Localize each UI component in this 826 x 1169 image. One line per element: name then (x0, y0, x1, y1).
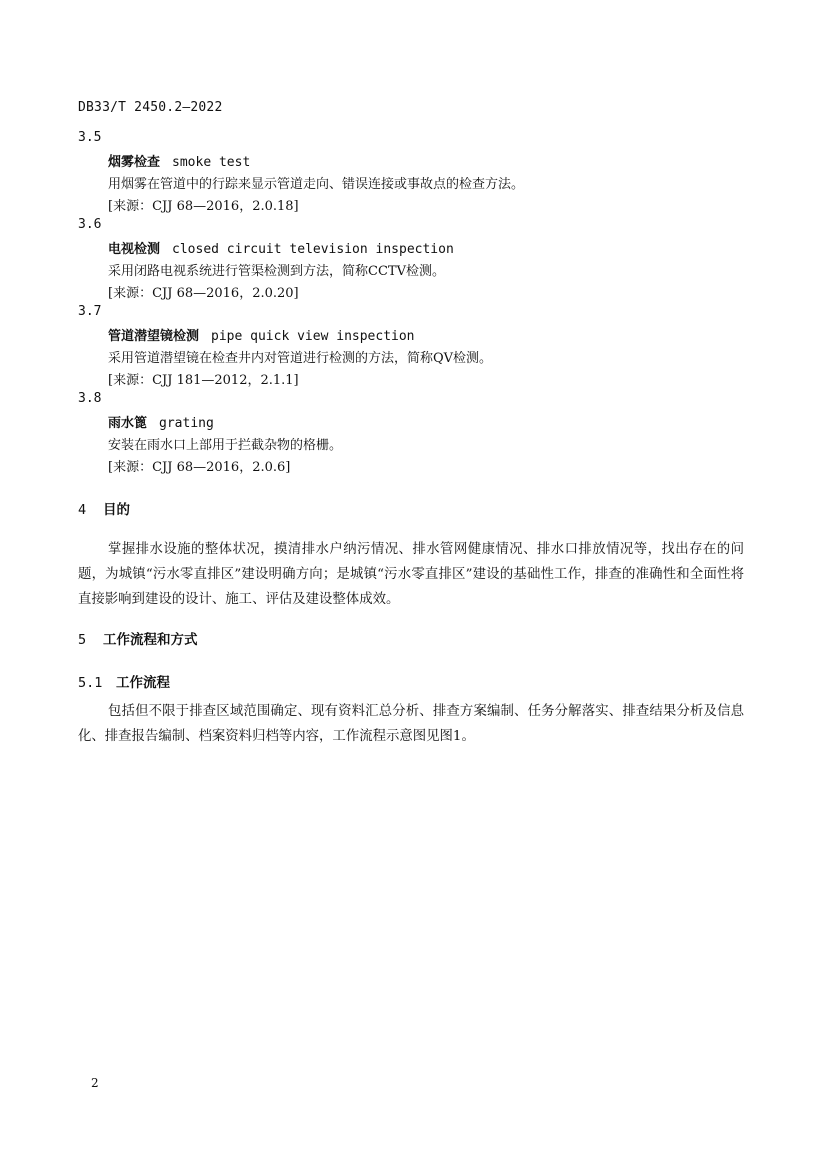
term-number: 3.8 (78, 391, 102, 406)
term-chinese-name: 雨水篦 (108, 416, 148, 431)
page-number: 2 (91, 1076, 99, 1090)
term-source: [来源：CJJ 181—2012，2.1.1] (108, 373, 299, 388)
section-heading (78, 628, 198, 648)
section-paragraph: 掌握排水设施的整体状况，摸清排水户纳污情况、排水管网健康情况、排水口排放情况等，找出存在的问题，为城镇“污水零直排区”建设明确方向；是城镇“污水零直排区”建设的基础性工作，排查的准确性和全面性将直接影响到建设的设计、施工、评估及建设整体成效。 (78, 542, 744, 607)
section-number: 5 (78, 632, 87, 648)
subsection-number: 5.1 (78, 675, 103, 691)
term-title (108, 238, 454, 257)
section-title: 工作流程和方式 (103, 632, 198, 648)
term-english-name: pipe quick view inspection (211, 329, 415, 344)
term-english-name: grating (159, 416, 214, 431)
term-title (108, 151, 250, 170)
term-title (108, 412, 214, 431)
term-chinese-name: 烟雾检查 (108, 155, 161, 170)
section-heading (78, 498, 130, 518)
term-number: 3.5 (78, 130, 102, 145)
document-id-header: DB33/T 2450.2—2022 (78, 100, 223, 115)
term-chinese-name: 管道潜望镜检测 (108, 329, 200, 344)
term-number: 3.6 (78, 217, 102, 232)
term-source: [来源：CJJ 68—2016，2.0.18] (108, 199, 299, 214)
section-title: 目的 (103, 502, 130, 518)
term-definition: 采用闭路电视系统进行管渠检测到方法，简称CCTV检测。 (108, 264, 445, 279)
term-source: [来源：CJJ 68—2016，2.0.6] (108, 460, 291, 475)
term-english-name: smoke test (172, 155, 251, 170)
term-title (108, 325, 415, 344)
term-number: 3.7 (78, 304, 102, 319)
term-definition: 用烟雾在管道中的行踪来显示管道走向、错误连接或事故点的检查方法。 (108, 177, 525, 192)
term-english-name: closed circuit television inspection (172, 242, 454, 257)
term-definition: 安装在雨水口上部用于拦截杂物的格栅。 (108, 438, 343, 453)
subsection-paragraph: 包括但不限于排查区域范围确定、现有资料汇总分析、排查方案编制、任务分解落实、排查结果分析及信息化、排查报告编制、档案资料归档等内容，工作流程示意图见图1。 (78, 704, 744, 744)
term-source: [来源：CJJ 68—2016，2.0.20] (108, 286, 299, 301)
term-chinese-name: 电视检测 (108, 242, 161, 257)
section-number: 4 (78, 502, 87, 518)
subsection-title: 工作流程 (116, 675, 170, 691)
term-definition: 采用管道潜望镜在检查井内对管道进行检测的方法，简称QV检测。 (108, 351, 493, 366)
subsection-heading (78, 671, 170, 691)
